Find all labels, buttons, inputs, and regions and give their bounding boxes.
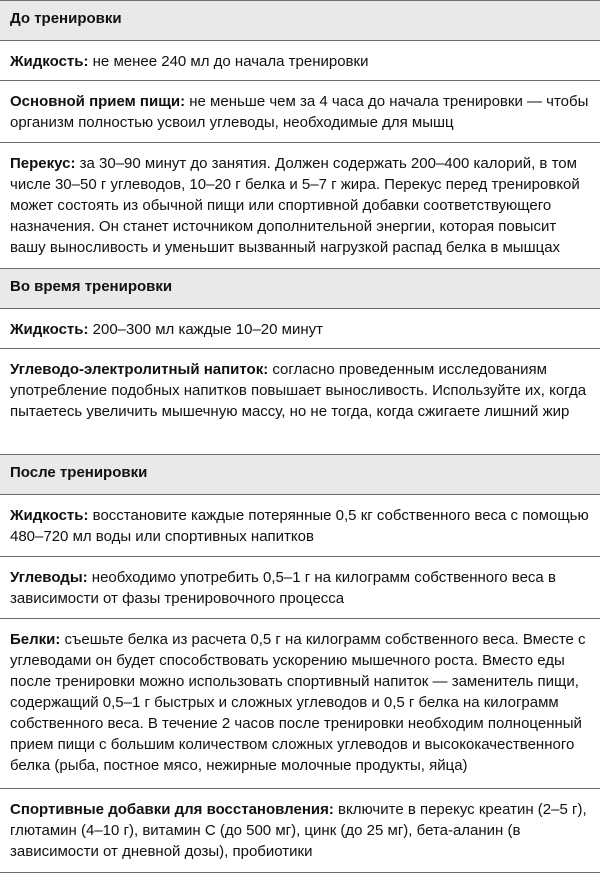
row-text: не меньше чем за 4 часа до начала тренировки — чтобы организм полностью усвоил углеводы, необходимые для мышц (10, 93, 589, 131)
row-text: съешьте белка из расчета 0,5 г на килограмм собственного веса. Вместе с углеводами он будет способствовать ускорению мышечного роста. Вместо еды после тренировки можно использовать спортивный напиток — заменитель пищи, содержащий 0,5–1 г быстрых и сложных углеводов и 0,5 г белка на килограмм собственного веса. В течение 2 часов после тренировки необходим полноценный прием пищи с большим количеством сложных углеводов и высококачественного белка (рыба, постное мясо, нежирные молочные продукты, яйца) (10, 631, 586, 774)
row-before-fluid (0, 41, 600, 81)
row-label: Спортивные добавки для восстановления: (10, 801, 334, 818)
row-label: Белки: (10, 631, 61, 648)
row-label: Перекус: (10, 155, 76, 172)
row-text: включите в перекус креатин (2–5 г), глютамин (4–10 г), витамин С (до 500 мг), цинк (до 25 мг), бета-аланин (в зависимости от дневной дозы), пробиотики (10, 801, 587, 860)
row-label: Жидкость: (10, 53, 89, 70)
row-before-snack (0, 143, 600, 269)
row-label: Основной прием пищи: (10, 93, 186, 110)
row-after-carbs (0, 557, 600, 619)
row-text: восстановите каждые потерянные 0,5 кг собственного веса с помощью 480–720 мл воды или спортивных напитков (10, 507, 589, 545)
row-text: 200–300 мл каждые 10–20 минут (88, 321, 323, 338)
row-text: за 30–90 минут до занятия. Должен содержать 200–400 калорий, в том числе 30–50 г углеводов, 10–20 г белка и 5–7 г жира. Перекус перед тренировкой может состоять из обычной пищи или спортивной добавки соответствующего назначения. Он станет источником дополнительной энергии, которая повысит вашу выносливость и уменьшит вызванный нагрузкой распад белка в мышцах (10, 155, 580, 256)
row-before-main-meal (0, 81, 600, 143)
row-after-recovery-supplements (0, 789, 600, 873)
row-text: согласно проведенным исследованиям употребление подобных напитков повышает выносливость. Используйте их, когда пытаетесь увеличить мышечную массу, но не тогда, когда сжигаете лишний жир (10, 361, 587, 420)
row-label: Углеводы: (10, 569, 88, 586)
section-header-during-training: Во время тренировки (0, 269, 600, 309)
row-during-electrolyte-drink (0, 349, 600, 455)
row-label: Жидкость: (10, 507, 89, 524)
row-after-fluid (0, 495, 600, 557)
row-during-fluid (0, 309, 600, 349)
row-label: Жидкость: (10, 321, 89, 338)
row-after-protein (0, 619, 600, 789)
section-header-before-training: До тренировки (0, 1, 600, 41)
row-text: не менее 240 мл до начала тренировки (88, 53, 369, 70)
row-label: Углеводо-электролитный напиток: (10, 361, 269, 378)
section-header-after-training: После тренировки (0, 455, 600, 495)
row-text: необходимо употребить 0,5–1 г на килограмм собственного веса в зависимости от фазы тренировочного процесса (10, 569, 556, 607)
